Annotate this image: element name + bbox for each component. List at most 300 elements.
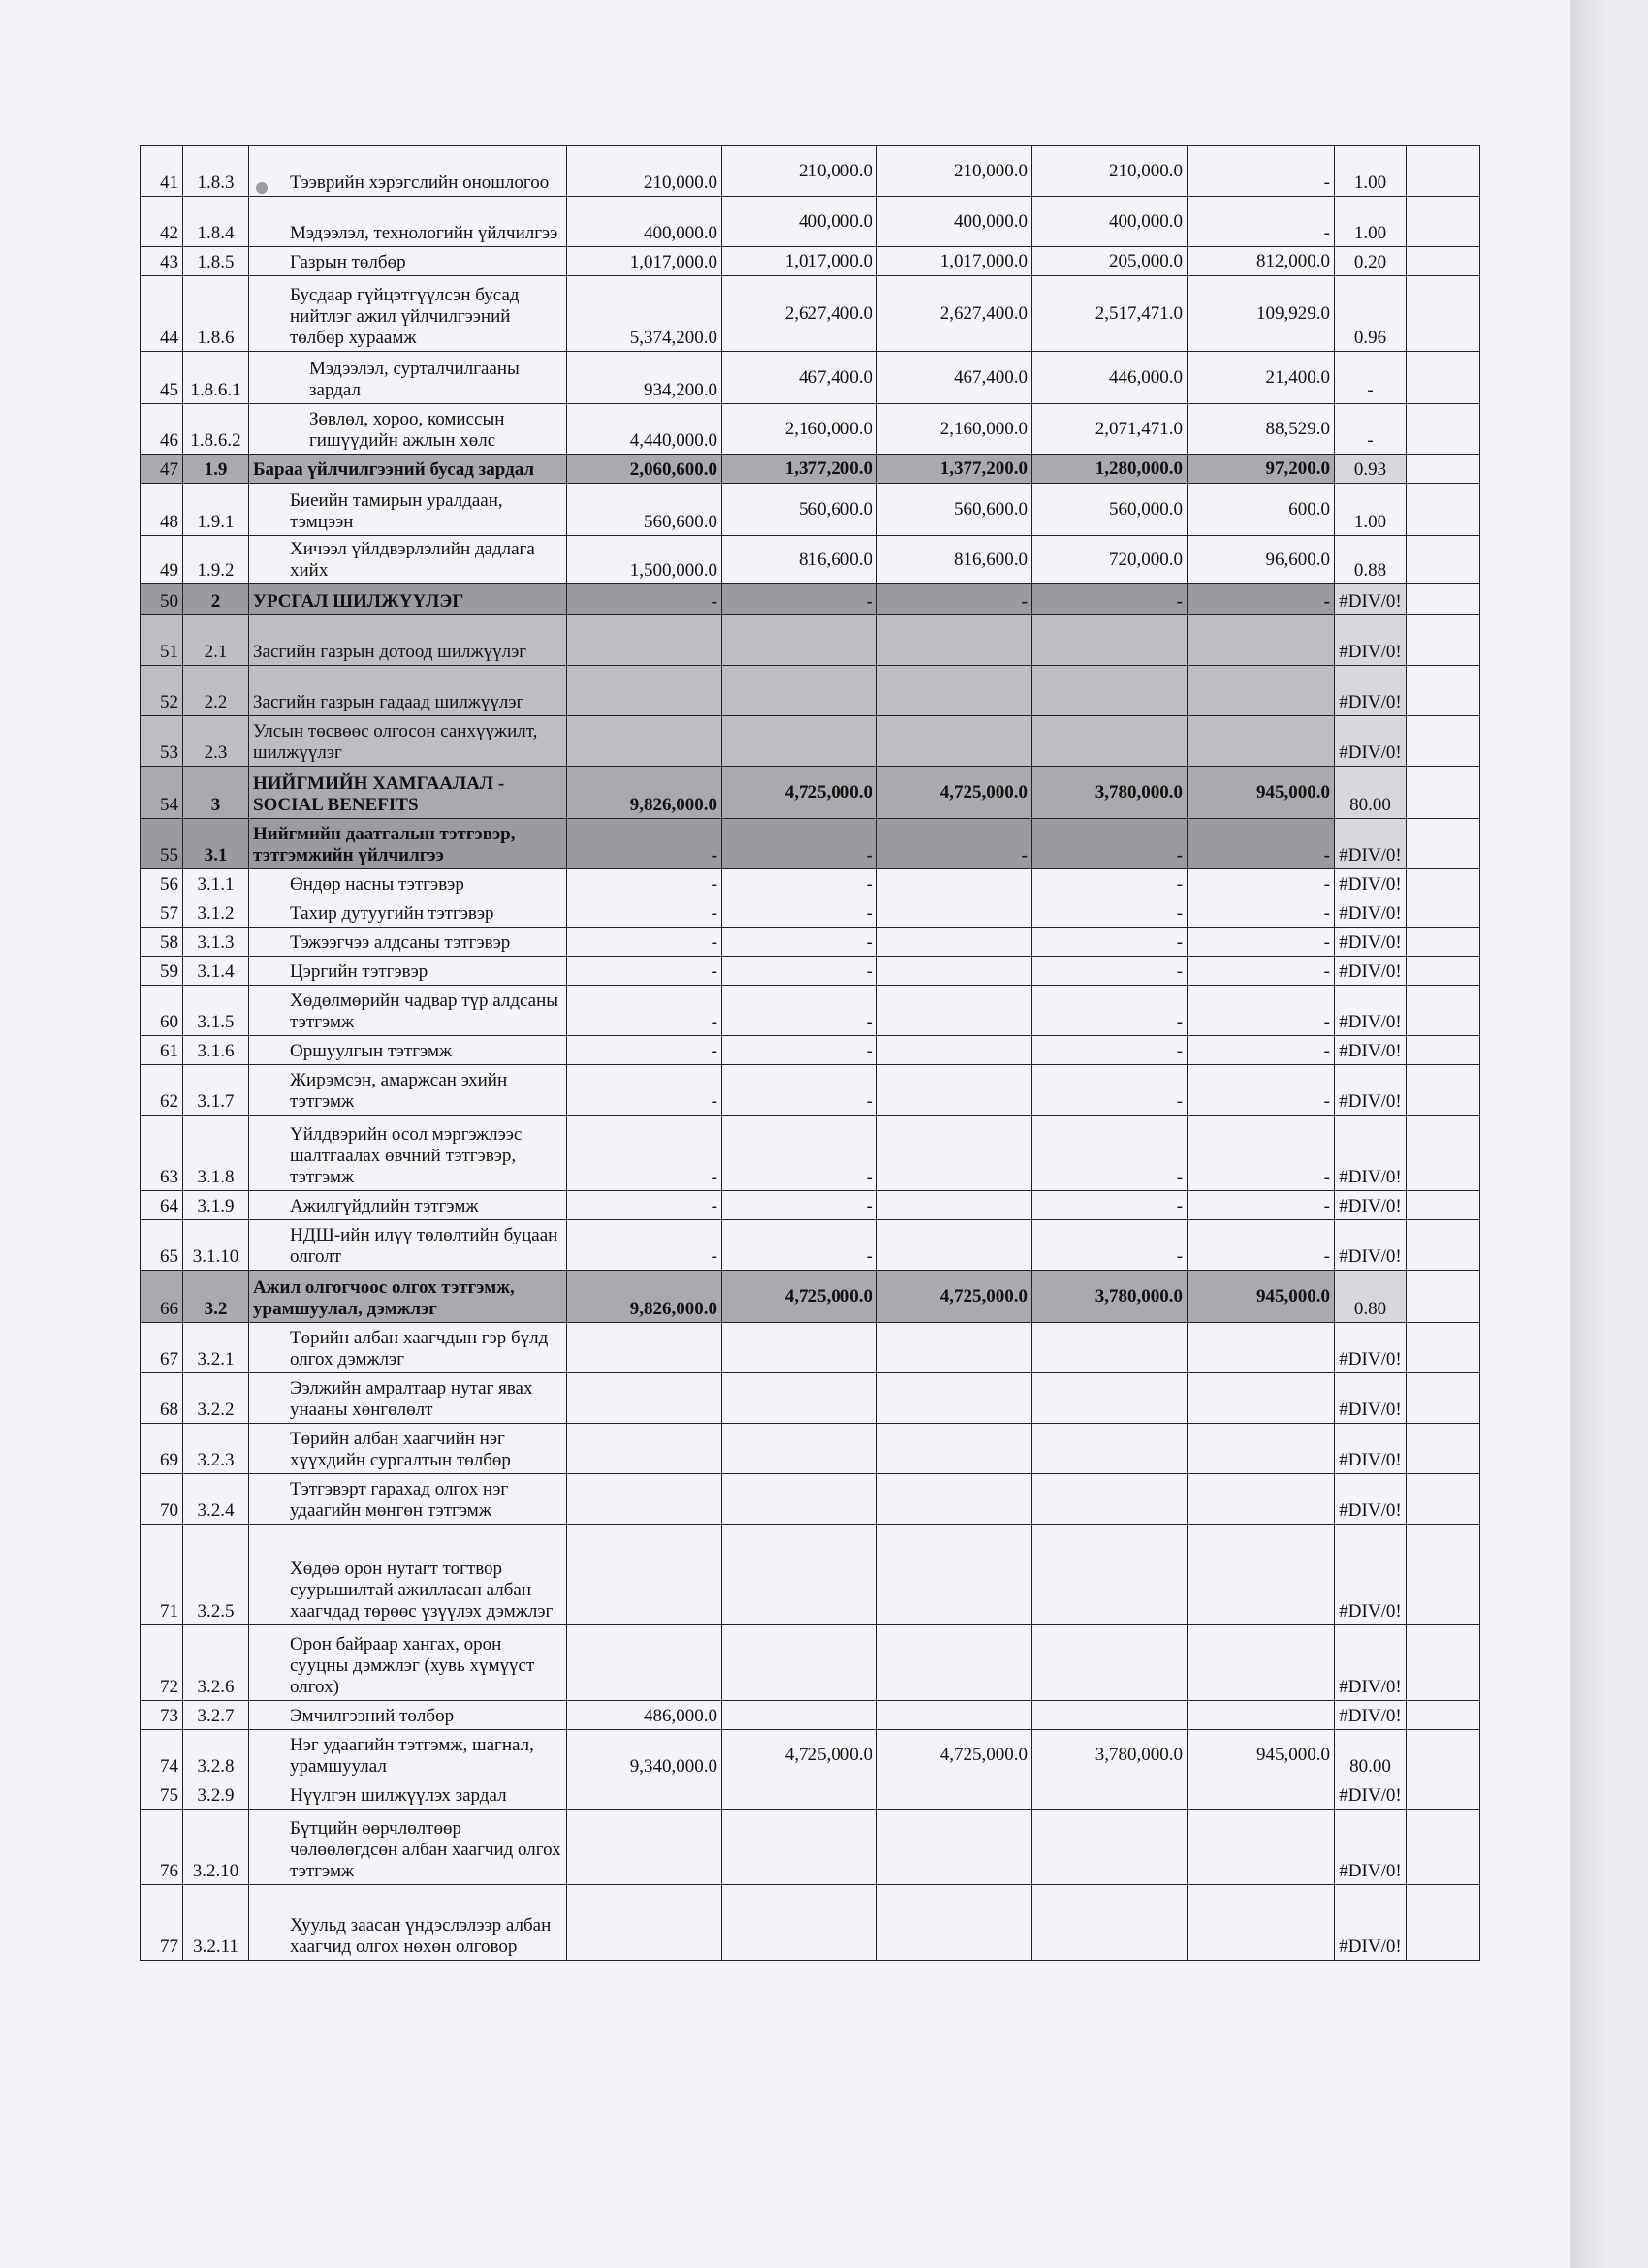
amount-col-1: 9,826,000.0 [567,1271,722,1323]
empty-cell [1407,716,1480,767]
amount-col-2: - [722,1116,877,1191]
execution-ratio: #DIV/0! [1335,716,1407,767]
amount-col-4 [1032,1780,1188,1810]
empty-cell [1407,767,1480,819]
empty-cell [1407,1474,1480,1525]
row-number: 53 [141,716,183,767]
execution-ratio: 1.00 [1335,484,1407,536]
row-number: 44 [141,276,183,352]
empty-cell [1407,1780,1480,1810]
amount-col-5 [1188,1525,1335,1625]
budget-code: 3.1.8 [183,1116,249,1191]
empty-cell [1407,1036,1480,1065]
amount-col-5: 945,000.0 [1188,767,1335,819]
amount-col-5: - [1188,1220,1335,1271]
amount-col-2 [722,1373,877,1424]
table-row [141,1701,1480,1730]
execution-ratio: 0.96 [1335,276,1407,352]
empty-cell [1407,455,1480,484]
execution-ratio: #DIV/0! [1335,1323,1407,1373]
empty-cell [1407,584,1480,615]
item-name: Хөдөлмөрийн чадвар түр алдсаны тэтгэмж [249,986,567,1036]
amount-col-1: - [567,819,722,869]
table-row [141,869,1480,898]
amount-col-1: - [567,1036,722,1065]
budget-code: 3.1.10 [183,1220,249,1271]
amount-col-1 [567,1474,722,1525]
amount-col-5: - [1188,1191,1335,1220]
table-row [141,484,1480,536]
execution-ratio: 0.88 [1335,536,1407,584]
amount-col-3 [877,957,1032,986]
table-row [141,666,1480,716]
table-row [141,1373,1480,1424]
amount-col-3: 1,017,000.0 [877,247,1032,276]
amount-col-2 [722,1780,877,1810]
empty-cell [1407,197,1480,247]
item-name: Үйлдвэрийн осол мэргэжлээс шалтгаалах өвчний тэтгэвэр, тэтгэмж [249,1116,567,1191]
execution-ratio: #DIV/0! [1335,1036,1407,1065]
amount-col-2 [722,1701,877,1730]
amount-col-3: 400,000.0 [877,197,1032,247]
amount-col-5: 600.0 [1188,484,1335,536]
empty-cell [1407,1220,1480,1271]
amount-col-3 [877,1373,1032,1424]
amount-col-4: 3,780,000.0 [1032,1271,1188,1323]
amount-col-1: - [567,957,722,986]
item-name: Засгийн газрын дотоод шилжүүлэг [249,615,567,666]
amount-col-5 [1188,1885,1335,1961]
row-number: 66 [141,1271,183,1323]
amount-col-2: 4,725,000.0 [722,1271,877,1323]
row-number: 57 [141,898,183,928]
amount-col-4 [1032,716,1188,767]
amount-col-4 [1032,615,1188,666]
item-name: Жирэмсэн, амаржсан эхийн тэтгэмж [249,1065,567,1116]
amount-col-3: 4,725,000.0 [877,1271,1032,1323]
row-number: 60 [141,986,183,1036]
amount-col-4: - [1032,986,1188,1036]
budget-code: 3.2.5 [183,1525,249,1625]
amount-col-2: 1,377,200.0 [722,455,877,484]
item-name: Улсын төсвөөс олгосон санхүүжилт, шилжүүлэг [249,716,567,767]
amount-col-2: 1,017,000.0 [722,247,877,276]
table-row [141,1424,1480,1474]
amount-col-2 [722,615,877,666]
amount-col-5 [1188,1373,1335,1424]
execution-ratio: #DIV/0! [1335,957,1407,986]
amount-col-5: - [1188,957,1335,986]
amount-col-1 [567,1424,722,1474]
budget-code: 3.2.6 [183,1625,249,1701]
amount-col-4 [1032,1424,1188,1474]
execution-ratio: #DIV/0! [1335,1474,1407,1525]
execution-ratio: 0.93 [1335,455,1407,484]
budget-code: 1.8.6.2 [183,404,249,455]
empty-cell [1407,1065,1480,1116]
item-name: Нийгмийн даатгалын тэтгэвэр, тэтгэмжийн үйлчилгээ [249,819,567,869]
amount-col-1: 1,500,000.0 [567,536,722,584]
item-name: Төрийн албан хаагчдын гэр бүлд олгох дэмжлэг [249,1323,567,1373]
budget-code: 3.2.8 [183,1730,249,1780]
row-number: 41 [141,146,183,197]
table-row [141,1191,1480,1220]
budget-code: 3.1.5 [183,986,249,1036]
amount-col-1: - [567,898,722,928]
empty-cell [1407,1424,1480,1474]
execution-ratio: 1.00 [1335,197,1407,247]
item-name: Засгийн газрын гадаад шилжүүлэг [249,666,567,716]
execution-ratio: #DIV/0! [1335,819,1407,869]
amount-col-5: 88,529.0 [1188,404,1335,455]
empty-cell [1407,484,1480,536]
amount-col-5: - [1188,1036,1335,1065]
amount-col-1 [567,1780,722,1810]
amount-col-2: - [722,1220,877,1271]
row-number: 68 [141,1373,183,1424]
amount-col-4: 720,000.0 [1032,536,1188,584]
table-row [141,197,1480,247]
amount-col-4: - [1032,957,1188,986]
budget-code: 1.9.2 [183,536,249,584]
amount-col-1: - [567,986,722,1036]
item-name: Мэдээлэл, технологийн үйлчилгээ [249,197,567,247]
amount-col-3 [877,1780,1032,1810]
amount-col-2: 210,000.0 [722,146,877,197]
amount-col-5: 96,600.0 [1188,536,1335,584]
amount-col-5: 812,000.0 [1188,247,1335,276]
table-row [141,455,1480,484]
budget-code: 3.1.1 [183,869,249,898]
execution-ratio: 80.00 [1335,767,1407,819]
amount-col-3: 2,627,400.0 [877,276,1032,352]
budget-code: 3.1.3 [183,928,249,957]
amount-col-4 [1032,1701,1188,1730]
item-name: Цэргийн тэтгэвэр [249,957,567,986]
execution-ratio: - [1335,404,1407,455]
amount-col-2: 4,725,000.0 [722,767,877,819]
amount-col-4 [1032,1525,1188,1625]
budget-code: 3.2.10 [183,1810,249,1885]
amount-col-3 [877,1810,1032,1885]
amount-col-5: 945,000.0 [1188,1730,1335,1780]
amount-col-4: 3,780,000.0 [1032,1730,1188,1780]
table-row [141,352,1480,404]
item-name: НДШ-ийн илүү төлөлтийн буцаан олголт [249,1220,567,1271]
item-name: Эмчилгээний төлбөр [249,1701,567,1730]
empty-cell [1407,615,1480,666]
item-name: Хөдөө орон нутагт тогтвор суурьшилтай ажилласан албан хаагчдад төрөөс үзүүлэх дэмжлэг [249,1525,567,1625]
empty-cell [1407,1885,1480,1961]
empty-cell [1407,869,1480,898]
empty-cell [1407,404,1480,455]
amount-col-1: - [567,1191,722,1220]
amount-col-2 [722,1474,877,1525]
row-number: 61 [141,1036,183,1065]
row-number: 58 [141,928,183,957]
execution-ratio: #DIV/0! [1335,986,1407,1036]
amount-col-1: 2,060,600.0 [567,455,722,484]
amount-col-5: - [1188,819,1335,869]
amount-col-2: - [722,1065,877,1116]
empty-cell [1407,986,1480,1036]
budget-code: 2.1 [183,615,249,666]
table-row [141,1625,1480,1701]
amount-col-2: - [722,928,877,957]
amount-col-2: 2,627,400.0 [722,276,877,352]
budget-code: 3.2.11 [183,1885,249,1961]
empty-cell [1407,1271,1480,1323]
execution-ratio: 1.00 [1335,146,1407,197]
amount-col-1: 486,000.0 [567,1701,722,1730]
amount-col-1: - [567,1220,722,1271]
amount-col-2: 816,600.0 [722,536,877,584]
amount-col-5 [1188,716,1335,767]
amount-col-5 [1188,1701,1335,1730]
budget-code: 1.8.6.1 [183,352,249,404]
amount-col-3 [877,898,1032,928]
table-row [141,986,1480,1036]
budget-code: 3.1.9 [183,1191,249,1220]
amount-col-2: 560,600.0 [722,484,877,536]
amount-col-4: - [1032,869,1188,898]
amount-col-2: 400,000.0 [722,197,877,247]
amount-col-5 [1188,1474,1335,1525]
amount-col-3 [877,1885,1032,1961]
budget-code: 3.2.3 [183,1424,249,1474]
amount-col-1: 9,826,000.0 [567,767,722,819]
amount-col-5: - [1188,146,1335,197]
amount-col-4: - [1032,928,1188,957]
execution-ratio: 80.00 [1335,1730,1407,1780]
amount-col-5: - [1188,986,1335,1036]
row-number: 50 [141,584,183,615]
execution-ratio: 0.20 [1335,247,1407,276]
amount-col-1 [567,1373,722,1424]
amount-col-5 [1188,1424,1335,1474]
empty-cell [1407,819,1480,869]
budget-code: 3.1.2 [183,898,249,928]
amount-col-4: 210,000.0 [1032,146,1188,197]
amount-col-3 [877,716,1032,767]
empty-cell [1407,247,1480,276]
amount-col-2: 467,400.0 [722,352,877,404]
amount-col-1 [567,716,722,767]
amount-col-2: - [722,869,877,898]
amount-col-3: 816,600.0 [877,536,1032,584]
amount-col-4: - [1032,819,1188,869]
table-row [141,1271,1480,1323]
execution-ratio: #DIV/0! [1335,898,1407,928]
budget-code: 3 [183,767,249,819]
amount-col-1 [567,1323,722,1373]
item-name: Тээврийн хэрэгслийн оношлогоо [249,146,567,197]
execution-ratio: #DIV/0! [1335,928,1407,957]
item-name: Хуульд заасан үндэслэлээр албан хаагчид олгох нөхөн олговор [249,1885,567,1961]
empty-cell [1407,146,1480,197]
budget-code: 3.1.7 [183,1065,249,1116]
row-number: 62 [141,1065,183,1116]
amount-col-3: 4,725,000.0 [877,1730,1032,1780]
table-row [141,615,1480,666]
table-row [141,1780,1480,1810]
empty-cell [1407,1625,1480,1701]
item-name: Тахир дутуугийн тэтгэвэр [249,898,567,928]
amount-col-4: - [1032,584,1188,615]
amount-col-5 [1188,1810,1335,1885]
amount-col-1: - [567,584,722,615]
amount-col-3: 4,725,000.0 [877,767,1032,819]
empty-cell [1407,1323,1480,1373]
amount-col-1: - [567,1116,722,1191]
amount-col-2: 4,725,000.0 [722,1730,877,1780]
amount-col-4: 2,517,471.0 [1032,276,1188,352]
item-name: УРСГАЛ ШИЛЖҮҮЛЭГ [249,584,567,615]
table-row [141,1474,1480,1525]
amount-col-1 [567,1525,722,1625]
amount-col-2: - [722,819,877,869]
row-number: 48 [141,484,183,536]
empty-cell [1407,1730,1480,1780]
amount-col-3 [877,1116,1032,1191]
table-row [141,584,1480,615]
item-name: Бусдаар гүйцэтгүүлсэн бусад нийтлэг ажил үйлчилгээний төлбөр хураамж [249,276,567,352]
execution-ratio: #DIV/0! [1335,1810,1407,1885]
budget-code: 3.1 [183,819,249,869]
item-name: Нүүлгэн шилжүүлэх зардал [249,1780,567,1810]
item-name: Нэг удаагийн тэтгэмж, шагнал, урамшуулал [249,1730,567,1780]
amount-col-4: 3,780,000.0 [1032,767,1188,819]
amount-col-4: - [1032,1191,1188,1220]
table-row [141,898,1480,928]
execution-ratio: #DIV/0! [1335,869,1407,898]
amount-col-3 [877,986,1032,1036]
amount-col-4: - [1032,1036,1188,1065]
item-name: Оршуулгын тэтгэмж [249,1036,567,1065]
amount-col-3 [877,1701,1032,1730]
row-number: 74 [141,1730,183,1780]
table-row [141,928,1480,957]
amount-col-1: 934,200.0 [567,352,722,404]
budget-code: 1.9.1 [183,484,249,536]
amount-col-4 [1032,1373,1188,1424]
execution-ratio: #DIV/0! [1335,1424,1407,1474]
amount-col-3 [877,1065,1032,1116]
amount-col-1: 400,000.0 [567,197,722,247]
amount-col-1 [567,1885,722,1961]
item-name: Биеийн тамирын уралдаан, тэмцээн [249,484,567,536]
table-row [141,716,1480,767]
execution-ratio: #DIV/0! [1335,1373,1407,1424]
budget-code: 3.1.6 [183,1036,249,1065]
amount-col-4: - [1032,1220,1188,1271]
amount-col-4: 446,000.0 [1032,352,1188,404]
item-name: Тэжээгчээ алдсаны тэтгэвэр [249,928,567,957]
amount-col-5: - [1188,898,1335,928]
amount-col-5 [1188,615,1335,666]
amount-col-4 [1032,1810,1188,1885]
budget-code: 3.2.4 [183,1474,249,1525]
amount-col-1 [567,1810,722,1885]
row-number: 46 [141,404,183,455]
amount-col-4: 2,071,471.0 [1032,404,1188,455]
table-row [141,1220,1480,1271]
execution-ratio: #DIV/0! [1335,1885,1407,1961]
amount-col-3 [877,1474,1032,1525]
amount-col-4: 1,280,000.0 [1032,455,1188,484]
amount-col-3: 1,377,200.0 [877,455,1032,484]
budget-code: 1.8.4 [183,197,249,247]
row-number: 76 [141,1810,183,1885]
execution-ratio: #DIV/0! [1335,1625,1407,1701]
amount-col-2: - [722,898,877,928]
table-row [141,1036,1480,1065]
amount-col-2 [722,1810,877,1885]
item-name: Хичээл үйлдвэрлэлийн дадлага хийх [249,536,567,584]
budget-code: 2 [183,584,249,615]
empty-cell [1407,1116,1480,1191]
amount-col-2: - [722,957,877,986]
empty-cell [1407,1373,1480,1424]
amount-col-5 [1188,1323,1335,1373]
amount-col-2 [722,1424,877,1474]
budget-code: 3.2.9 [183,1780,249,1810]
amount-col-4: 560,000.0 [1032,484,1188,536]
row-number: 45 [141,352,183,404]
table-row [141,1116,1480,1191]
amount-col-1: - [567,1065,722,1116]
amount-col-1: - [567,928,722,957]
amount-col-3: - [877,584,1032,615]
budget-code: 3.2.1 [183,1323,249,1373]
amount-col-3: 467,400.0 [877,352,1032,404]
amount-col-4: - [1032,898,1188,928]
amount-col-5 [1188,666,1335,716]
row-number: 43 [141,247,183,276]
execution-ratio: #DIV/0! [1335,1701,1407,1730]
table-body [141,146,1480,1961]
execution-ratio: #DIV/0! [1335,1191,1407,1220]
table-row [141,1525,1480,1625]
amount-col-1: 4,440,000.0 [567,404,722,455]
amount-col-1 [567,1625,722,1701]
amount-col-1 [567,615,722,666]
row-number: 54 [141,767,183,819]
table-row [141,819,1480,869]
amount-col-3: 560,600.0 [877,484,1032,536]
amount-col-4 [1032,1474,1188,1525]
amount-col-3 [877,615,1032,666]
amount-col-4 [1032,1625,1188,1701]
empty-cell [1407,276,1480,352]
amount-col-3 [877,1525,1032,1625]
execution-ratio: #DIV/0! [1335,1116,1407,1191]
row-number: 73 [141,1701,183,1730]
amount-col-3 [877,1424,1032,1474]
budget-code: 2.2 [183,666,249,716]
budget-code: 1.8.5 [183,247,249,276]
amount-col-3: 210,000.0 [877,146,1032,197]
execution-ratio: #DIV/0! [1335,1525,1407,1625]
amount-col-3 [877,666,1032,716]
item-name: Тэтгэвэрт гарахад олгох нэг удаагийн мөнгөн тэтгэмж [249,1474,567,1525]
amount-col-5: - [1188,1065,1335,1116]
amount-col-3: 2,160,000.0 [877,404,1032,455]
row-number: 70 [141,1474,183,1525]
table-row [141,957,1480,986]
amount-col-5: - [1188,197,1335,247]
budget-code: 1.9 [183,455,249,484]
